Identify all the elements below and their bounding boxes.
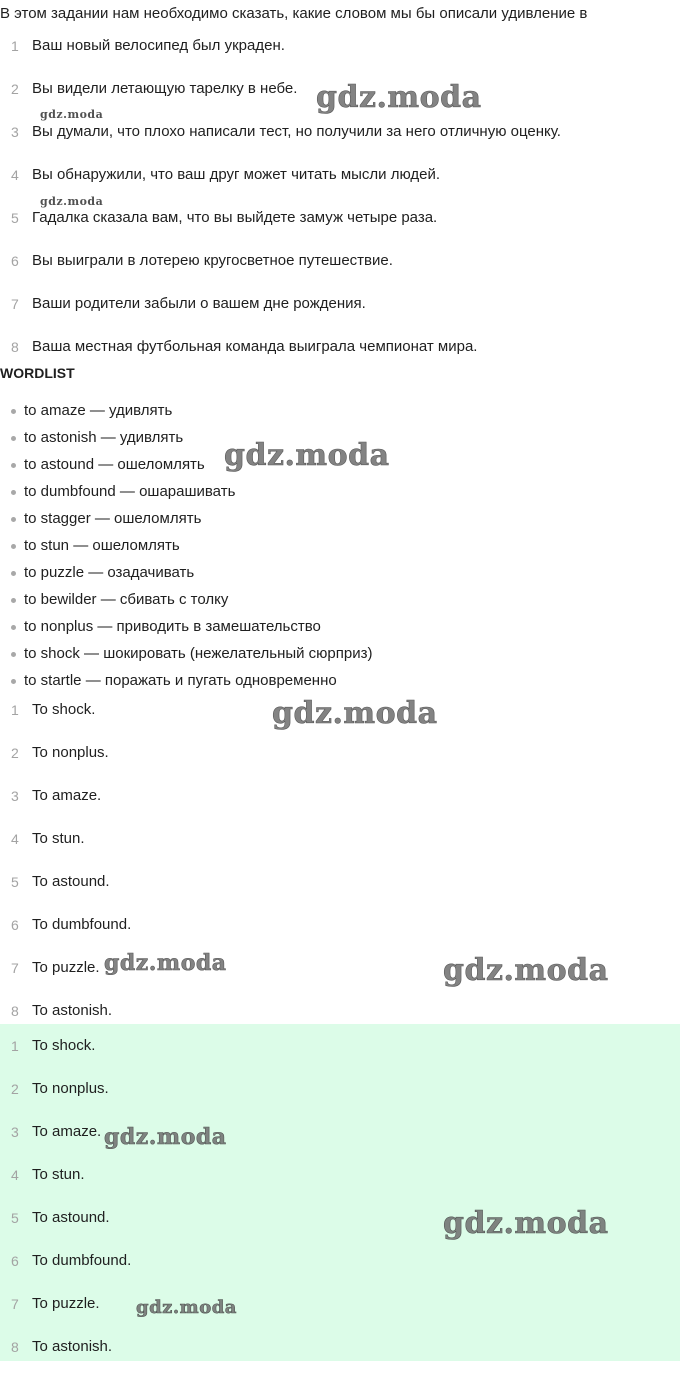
item-text: Вы думали, что плохо написали тест, но получили за него отличную оценку. [32, 123, 561, 140]
item-number: 5 [11, 874, 19, 890]
bullet-icon [11, 652, 16, 657]
list-item [0, 1075, 680, 1118]
bullet-icon [11, 544, 16, 549]
item-number: 1 [11, 38, 19, 54]
wordlist-item-text: to puzzle — озадачивать [24, 564, 195, 581]
item-number: 7 [11, 296, 19, 312]
item-number: 3 [11, 1124, 19, 1140]
wordlist-item-text: to bewilder — сбивать с толку [24, 591, 229, 608]
wordlist-item-text: to nonplus — приводить в замешательство [24, 618, 321, 635]
item-text: Ваша местная футбольная команда выиграла чемпионат мира. [32, 338, 478, 355]
wordlist-item [0, 616, 680, 643]
item-number: 3 [11, 124, 19, 140]
list-item [0, 868, 680, 911]
wordlist-item [0, 670, 680, 697]
watermark: gdz.moda [40, 108, 104, 121]
watermark: gdz.moda [136, 1297, 237, 1318]
item-text: To shock. [32, 1037, 96, 1054]
item-number: 1 [11, 702, 19, 718]
wordlist-item-text: to stagger — ошеломлять [24, 510, 202, 527]
wordlist-item [0, 562, 680, 589]
bullet-icon [11, 598, 16, 603]
item-text: To nonplus. [32, 1080, 109, 1097]
watermark: gdz.moda [316, 80, 482, 115]
list-item [0, 333, 680, 376]
wordlist-item-text: to dumbfound — ошарашивать [24, 483, 236, 500]
item-text: To shock. [32, 701, 96, 718]
item-number: 6 [11, 917, 19, 933]
wordlist-item-text: to shock — шокировать (нежелательный сюрприз) [24, 645, 373, 662]
watermark: gdz.moda [443, 953, 609, 988]
list-item [0, 782, 680, 825]
list-item [0, 825, 680, 868]
list-item [0, 1118, 680, 1161]
watermark: gdz.moda [40, 195, 104, 208]
item-text: Гадалка сказала вам, что вы выйдете замуж четыре раза. [32, 209, 438, 226]
list-item [0, 118, 680, 161]
watermark: gdz.moda [272, 696, 438, 731]
list-item [0, 247, 680, 290]
item-text: Ваши родители забыли о вашем дне рождения. [32, 295, 366, 312]
item-text: To amaze. [32, 787, 102, 804]
item-number: 6 [11, 1253, 19, 1269]
wordlist-item-text: to astound — ошеломлять [24, 456, 205, 473]
item-text: To stun. [32, 830, 85, 847]
item-text: To astonish. [32, 1338, 113, 1355]
watermark: gdz.moda [443, 1206, 609, 1241]
list-item [0, 1333, 680, 1376]
item-number: 2 [11, 81, 19, 97]
wordlist-item [0, 481, 680, 508]
wordlist-item-text: to amaze — удивлять [24, 402, 173, 419]
item-text: To astound. [32, 873, 110, 890]
item-number: 5 [11, 210, 19, 226]
wordlist-item-text: to startle — поражать и пугать одновременно [24, 672, 337, 689]
item-text: Ваш новый велосипед был украден. [32, 37, 285, 54]
item-number: 8 [11, 339, 19, 355]
bullet-icon [11, 436, 16, 441]
item-text: To astound. [32, 1209, 110, 1226]
wordlist-item-text: to stun — ошеломлять [24, 537, 180, 554]
answers-list [0, 696, 680, 1040]
item-number: 7 [11, 960, 19, 976]
watermark: gdz.moda [224, 438, 390, 473]
item-text: To astonish. [32, 1002, 113, 1019]
item-number: 7 [11, 1296, 19, 1312]
item-text: To dumbfound. [32, 1252, 132, 1269]
wordlist-item [0, 643, 680, 670]
item-text: To dumbfound. [32, 916, 132, 933]
item-text: Вы выиграли в лотерею кругосветное путешествие. [32, 252, 393, 269]
item-number: 6 [11, 253, 19, 269]
item-number: 3 [11, 788, 19, 804]
item-text: Вы обнаружили, что ваш друг может читать мысли людей. [32, 166, 441, 183]
answers-highlighted-list [0, 1032, 680, 1376]
bullet-icon [11, 490, 16, 495]
item-text: To stun. [32, 1166, 85, 1183]
bullet-icon [11, 571, 16, 576]
item-number: 1 [11, 1038, 19, 1054]
item-number: 8 [11, 1003, 19, 1019]
list-item [0, 911, 680, 954]
list-item [0, 739, 680, 782]
wordlist-item [0, 535, 680, 562]
item-number: 2 [11, 1081, 19, 1097]
bullet-icon [11, 409, 16, 414]
item-number: 8 [11, 1339, 19, 1355]
item-text: Вы видели летающую тарелку в небе. [32, 80, 298, 97]
item-number: 4 [11, 831, 19, 847]
bullet-icon [11, 679, 16, 684]
wordlist-item [0, 589, 680, 616]
item-number: 5 [11, 1210, 19, 1226]
bullet-icon [11, 463, 16, 468]
item-text: To puzzle. [32, 959, 100, 976]
item-text: To amaze. [32, 1123, 102, 1140]
list-item [0, 204, 680, 247]
watermark: gdz.moda [104, 1124, 227, 1150]
list-item [0, 1161, 680, 1204]
item-text: To nonplus. [32, 744, 109, 761]
item-number: 2 [11, 745, 19, 761]
wordlist-item-text: to astonish — удивлять [24, 429, 184, 446]
wordlist-heading: WORDLIST [0, 365, 75, 381]
task-intro: В этом задании нам необходимо сказать, какие словом мы бы описали удивление в [0, 5, 588, 22]
wordlist-item [0, 400, 680, 427]
item-number: 4 [11, 1167, 19, 1183]
item-number: 4 [11, 167, 19, 183]
bullet-icon [11, 517, 16, 522]
list-item [0, 32, 680, 75]
bullet-icon [11, 625, 16, 630]
list-item [0, 1247, 680, 1290]
list-item [0, 1032, 680, 1075]
item-text: To puzzle. [32, 1295, 100, 1312]
list-item [0, 290, 680, 333]
watermark: gdz.moda [104, 950, 227, 976]
wordlist-item [0, 508, 680, 535]
list-item [0, 1290, 680, 1333]
